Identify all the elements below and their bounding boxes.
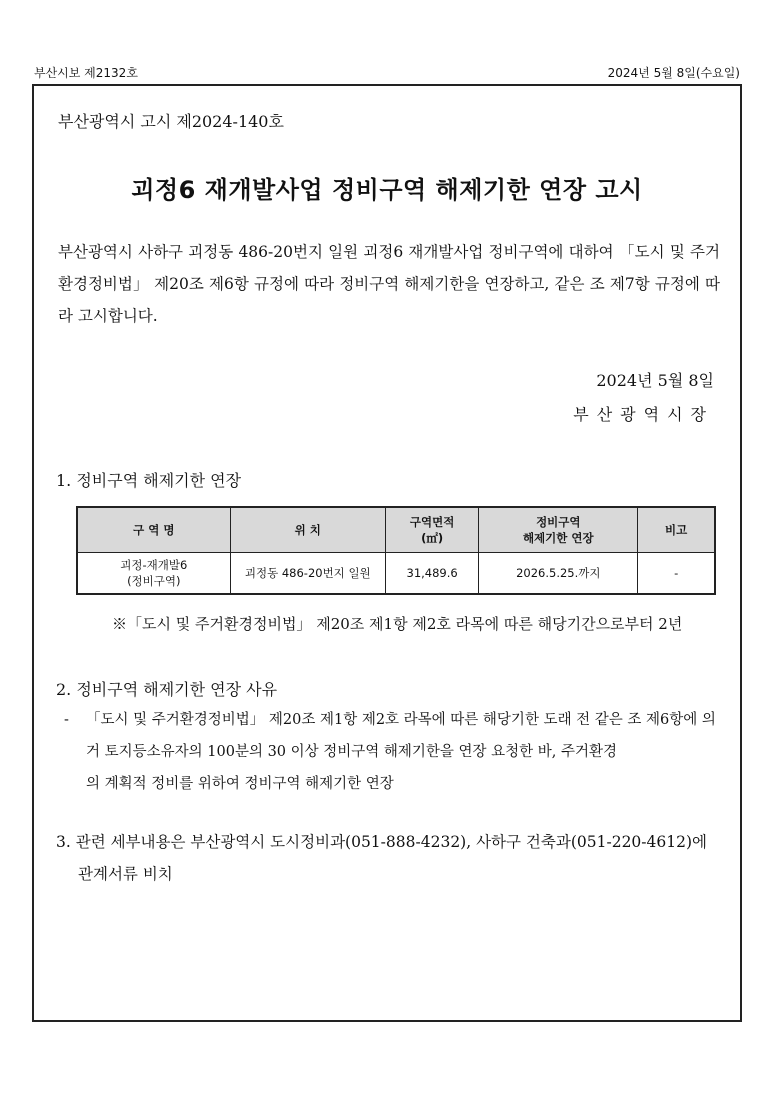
table-row — [77, 553, 715, 595]
cell-note: - — [638, 553, 715, 595]
cell-area-name-line2: (정비구역) — [127, 574, 181, 588]
gazette-issue: 부산시보 제2132호 — [34, 66, 138, 80]
col-area-size — [385, 507, 478, 553]
section2-body — [64, 704, 720, 800]
extension-table — [76, 506, 716, 595]
section3-line2: 관계서류 비치 — [78, 865, 173, 883]
col-extension-line2: 해제기한 연장 — [522, 531, 594, 545]
section1-heading: 1. 정비구역 해제기한 연장 — [56, 471, 242, 490]
cell-area-size: 31,489.6 — [385, 553, 478, 595]
table-header-row — [77, 507, 715, 553]
section3 — [56, 826, 722, 890]
cell-area-name-line1: 괴정-재개발6 — [120, 558, 188, 572]
notice-frame — [32, 86, 742, 1022]
dash-bullet: - — [64, 712, 69, 728]
col-location: 위 치 — [230, 507, 385, 553]
cell-location: 괴정동 486-20번지 일원 — [230, 553, 385, 595]
notice-date: 2024년 5월 8일 — [596, 371, 714, 390]
col-area-name: 구 역 명 — [77, 507, 230, 553]
col-extension — [479, 507, 638, 553]
col-note: 비고 — [638, 507, 715, 553]
gazette-date: 2024년 5월 8일(수요일) — [607, 66, 740, 80]
intro-paragraph: 부산광역시 사하구 괴정동 486-20번지 일원 괴정6 재개발사업 정비구역에 대하여 「도시 및 주거환경정비법」 제20조 제6항 규정에 따라 정비구역 해제기한을 연장하고, 같은 조 제7항 규정에 따라 고시합니다. — [58, 243, 720, 325]
table-footnote: ※「도시 및 주거환경정비법」 제20조 제1항 제2호 라목에 따른 해당기간으로부터 2년 — [112, 615, 683, 633]
cell-area-name — [77, 553, 230, 595]
section2-line1-text: 「도시 및 주거환경정비법」 제20조 제1항 제2호 라목에 따른 해당기한 도래 전 같은 조 제6항에 의 — [86, 712, 716, 728]
cell-extension: 2026.5.25.까지 — [479, 553, 638, 595]
col-area-size-line2: (㎡) — [421, 531, 444, 545]
col-extension-line1: 정비구역 — [536, 515, 581, 529]
page-title: 괴정6 재개발사업 정비구역 해제기한 연장 고시 — [131, 176, 643, 204]
issuer: 부산광역시장 — [573, 405, 714, 424]
section2-heading: 2. 정비구역 해제기한 연장 사유 — [56, 680, 278, 699]
notice-number: 부산광역시 고시 제2024-140호 — [58, 112, 284, 131]
gazette-header — [32, 62, 742, 86]
section2-line3: 의 계획적 정비를 위하여 정비구역 해제기한 연장 — [86, 776, 394, 792]
extension-table-wrap — [76, 506, 716, 595]
section2-line2: 거 토지등소유자의 100분의 30 이상 정비구역 해제기한을 연장 요청한 바, 주거환경 — [86, 744, 618, 760]
section2-line1 — [64, 704, 720, 736]
section3-line1: 3. 관련 세부내용은 부산광역시 도시정비과(051-888-4232), 사하구 건축과(051-220-4612)에 — [56, 833, 708, 851]
col-area-size-line1: 구역면적 — [409, 515, 455, 529]
